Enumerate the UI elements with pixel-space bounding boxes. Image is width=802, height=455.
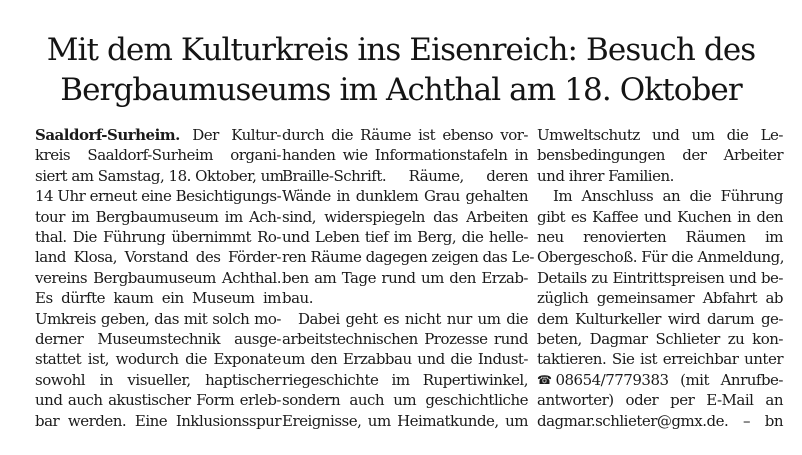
text-line: siert am Samstag, 18. Oktober, um [35, 166, 284, 185]
text-line: sondern auch um geschichtliche [282, 391, 528, 410]
text-line: bau. [282, 289, 313, 308]
text-line: vereins Bergbaumuseum Achthal. [35, 268, 281, 287]
text-line: tour im Bergbaumuseum im Ach- [35, 207, 281, 226]
text-line [35, 125, 281, 145]
text-line: Braille-Schrift. Räume, deren [282, 166, 528, 185]
text-line: handen wie Informationstafeln in [282, 146, 528, 165]
text-line: sind, widerspiegeln das Arbeiten [282, 207, 528, 226]
text-line: dagmar.schlieter@gmx.de. – bn [537, 411, 783, 430]
text-line: Ereignisse, um Heimatkunde, um [282, 411, 528, 430]
text-line: und Leben tief im Berg, die helle- [282, 228, 528, 247]
text-line: und ihrer Familien. [537, 166, 674, 185]
phone-icon: ☎ [537, 372, 552, 387]
text-line: taktieren. Sie ist erreichbar unter [537, 350, 783, 369]
phone-number-text: 08654/7779383 (mit Anrufbe- [555, 370, 783, 389]
text-line: riegeschichte im Rupertiwinkel, [282, 370, 528, 389]
text-line: antworter) oder per E-Mail an [537, 391, 783, 410]
headline-line: Mit dem Kulturkreis ins Eisenreich: Besuch des [46, 32, 756, 68]
text-line: beten, Dagmar Schlieter zu kon- [537, 330, 783, 349]
text-line: sowohl in visueller, haptischer [35, 370, 281, 389]
text-line: Umweltschutz und um die Le- [537, 126, 783, 144]
text-line: land Klosa, Vorstand des Förder- [35, 248, 281, 267]
text-line: Obergeschoß. Für die Anmeldung, [537, 248, 785, 267]
text-line: um den Erzabbau und die Indust- [282, 350, 528, 369]
text-line: und auch akustischer Form erleb- [35, 391, 281, 410]
article-column-3 [537, 125, 783, 431]
text-line: stattet ist, wodurch die Exponate [35, 350, 281, 369]
text-line [537, 370, 783, 390]
text-line: bensbedingungen der Arbeiter [537, 146, 783, 165]
text-line: gibt es Kaffee und Kuchen in den [537, 207, 783, 226]
text-line: Umkreis geben, das mit solch mo- [35, 309, 281, 328]
text-line: züglich gemeinsamer Abfahrt ab [537, 289, 783, 308]
text-line: thal. Die Führung übernimmt Ro- [35, 228, 281, 247]
text-fragment: Der Kultur- [179, 126, 281, 144]
text-line: bar werden. Eine Inklusionsspur [35, 411, 281, 430]
text-line: dem Kulturkeller wird darum ge- [537, 309, 783, 328]
text-line: arbeitstechnischen Prozesse rund [282, 330, 528, 349]
text-line: durch die Räume ist ebenso vor- [282, 126, 528, 144]
text-line: Es dürfte kaum ein Museum im [35, 289, 281, 308]
text-line: derner Museumstechnik ausge- [35, 330, 281, 349]
text-line: neu renovierten Räumen im [537, 228, 783, 247]
headline-line: Bergbaumuseums im Achthal am 18. Oktober [60, 72, 742, 108]
text-line: ben am Tage rund um den Erzab- [282, 268, 528, 287]
text-line: ren Räume dagegen zeigen das Le- [282, 248, 534, 267]
article-column-2 [282, 125, 534, 431]
text-line: kreis Saaldorf-Surheim organi- [35, 146, 281, 165]
text-line: 14 Uhr erneut eine Besichtigungs- [35, 187, 282, 206]
article-column-1 [35, 125, 284, 431]
text-line: Dabei geht es nicht nur um die [298, 309, 528, 328]
text-line: Im Anschluss an die Führung [553, 187, 783, 206]
dateline: Saaldorf-Surheim. [35, 126, 180, 144]
text-line: Wände in dunklem Grau gehalten [282, 187, 528, 206]
text-line: Details zu Eintrittspreisen und be- [537, 268, 783, 287]
article-headline [0, 30, 802, 110]
